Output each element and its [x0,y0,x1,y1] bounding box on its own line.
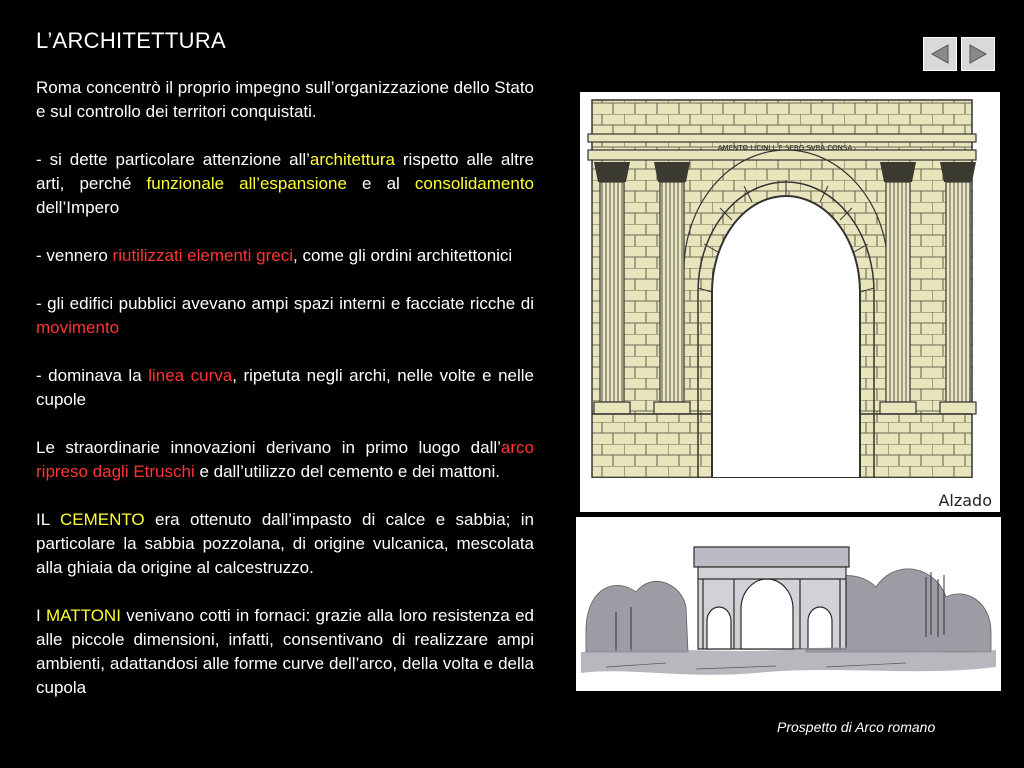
drawing-label: Alzado [938,491,992,510]
arch-inscription: AMENTO LICINI L F SERG SVRA CONSA [717,144,853,152]
highlight-term: CEMENTO [59,510,145,529]
highlight-term: movimento [36,318,120,337]
paragraph-architettura: - si dette particolare attenzione all’architettura rispetto alle altre arti, perché funzionale all’espansione e al consolidamento dell’Impero [36,150,534,217]
previous-slide-button[interactable] [923,37,957,71]
paragraph-elementi-greci: - vennero riutilizzati elementi greci, come gli ordini architettonici [36,246,513,265]
triangle-right-icon [966,42,990,66]
arch-sketch-image [576,517,1001,691]
next-slide-button[interactable] [961,37,995,71]
highlight-term: MATTONI [46,606,121,625]
slide-body [36,76,534,700]
paragraph-innovazioni: Le straordinarie innovazioni derivano in primo luogo dall’arco ripreso dagli Etruschi e dall’utilizzo del cemento e dei mattoni. [36,438,534,481]
paragraph-intro: Roma concentrò il proprio impegno sull’organizzazione dello Stato e sul controllo dei territori conquistati. [36,78,534,121]
highlight-term: architettura [309,150,395,169]
slide-navigation [923,37,995,71]
highlight-term: riutilizzati elementi greci [112,246,293,265]
image-caption: Prospetto di Arco romano [777,719,936,735]
highlight-term: arco ripreso dagli Etruschi [36,438,534,481]
paragraph-mattoni: I MATTONI venivano cotti in fornaci: grazie alla loro resistenza ed alle piccole dimensioni, infatti, consentivano di realizzare ampi ambienti, adattandosi alle forme curve dell’arco, della volta e della cupola [36,606,535,697]
slide-title: L’ARCHITETTURA [36,28,226,53]
triangle-left-icon [928,42,952,66]
highlight-term: funzionale all’espansione [146,174,347,193]
paragraph-linea-curva: - dominava la linea curva, ripetuta negli archi, nelle volte e nelle cupole [36,366,534,409]
highlight-term: linea curva [148,366,233,385]
highlight-term: consolidamento [414,174,534,193]
arch-elevation-drawing [580,92,1000,512]
paragraph-cemento: IL CEMENTO era ottenuto dall’impasto di calce e sabbia; in particolare la sabbia pozzolana, di origine vulcanica, mescolata alla ghiaia da origine al calcestruzzo. [36,510,535,577]
arch-elevation-image [580,92,1000,512]
paragraph-movimento: - gli edifici pubblici avevano ampi spazi interni e facciate ricche di movimento [36,294,534,337]
arch-sketch-drawing [576,517,1001,691]
